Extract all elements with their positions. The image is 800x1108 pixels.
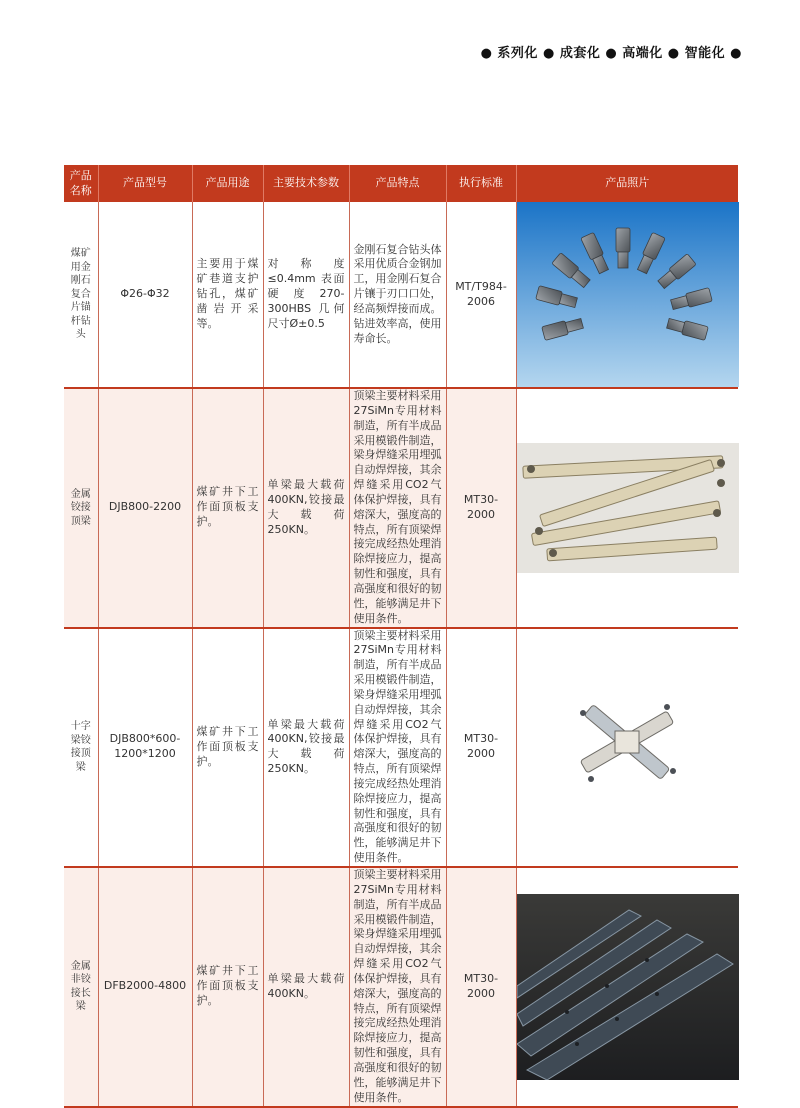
product-usage: 煤矿井下工作面顶板支护。 — [192, 628, 263, 868]
product-usage: 煤矿井下工作面顶板支护。 — [192, 388, 263, 628]
product-name: 金属非铰接长梁 — [64, 867, 98, 1107]
header-standard: 执行标准 — [446, 165, 516, 202]
product-standard: MT30-2000 — [446, 867, 516, 1107]
header-tech-params: 主要技术参数 — [263, 165, 349, 202]
product-model: DFB2000-4800 — [98, 867, 192, 1107]
hinged-roof-beam-photo — [516, 388, 738, 628]
drill-bits-illustration — [517, 202, 739, 387]
header-product-name: 产品名称 — [64, 165, 98, 202]
long-beam-illustration — [517, 894, 739, 1080]
product-features: 金刚石复合钻头体采用优质合金钢加工，用金刚石复合片镶于刃口口处，经高频焊接而成。钻进效率高，使用寿命长。 — [349, 202, 446, 388]
drill-bits-photo — [516, 202, 738, 388]
cross-beam-illustration — [517, 667, 739, 827]
table-row — [64, 628, 738, 868]
product-name: 十字梁铰接顶梁 — [64, 628, 98, 868]
product-model: Φ26-Φ32 — [98, 202, 192, 388]
product-standard: MT/T984-2006 — [446, 202, 516, 388]
product-standard: MT30-2000 — [446, 388, 516, 628]
long-beam-photo — [516, 867, 738, 1107]
header-product-usage: 产品用途 — [192, 165, 263, 202]
product-features: 顶梁主要材料采用27SiMn专用材料制造，所有半成品采用模锻件制造，梁身焊缝采用埋弧自动焊焊接，其余焊缝采用CO2气体保护焊接，具有熔深大，强度高的特点，所有顶梁焊接完成经热处理消除焊接应力，提高韧性和强度，具有高强度和很好的韧性，能够满足井下使用条件。 — [349, 867, 446, 1107]
table-header-row — [64, 165, 738, 202]
product-model: DJB800*600-1200*1200 — [98, 628, 192, 868]
product-usage: 煤矿井下工作面顶板支护。 — [192, 867, 263, 1107]
hinged-beam-illustration — [517, 443, 739, 573]
cross-beam-photo — [516, 628, 738, 868]
table-row — [64, 867, 738, 1107]
product-standard: MT30-2000 — [446, 628, 516, 868]
header-product-model: 产品型号 — [98, 165, 192, 202]
table-row — [64, 202, 738, 388]
header-product-features: 产品特点 — [349, 165, 446, 202]
series-tagline: ● 系列化 ● 成套化 ● 高端化 ● 智能化 ● — [480, 46, 742, 61]
table-row — [64, 388, 738, 628]
product-catalog-table — [64, 165, 738, 1108]
product-usage: 主要用于煤矿巷道支护钻孔，煤矿凿岩开采等。 — [192, 202, 263, 388]
product-params: 单梁最大载荷400KN,铰接最大载荷250KN。 — [263, 628, 349, 868]
product-params: 对称度≤0.4mm 表面硬度270-300HBS 几何尺寸Ø±0.5 — [263, 202, 349, 388]
product-model: DJB800-2200 — [98, 388, 192, 628]
product-params: 单梁最大载荷400KN,铰接最大载荷250KN。 — [263, 388, 349, 628]
product-name: 金属铰接顶梁 — [64, 388, 98, 628]
header-product-photo: 产品照片 — [516, 165, 738, 202]
product-params: 单梁最大载荷400KN。 — [263, 867, 349, 1107]
product-name: 煤矿用金刚石复合片锚杆钻头 — [64, 202, 98, 388]
product-features: 顶梁主要材料采用27SiMn专用材料制造，所有半成品采用模锻件制造，梁身焊缝采用埋弧自动焊焊接，其余焊缝采用CO2气体保护焊接，具有熔深大，强度高的特点，所有顶梁焊接完成经热处理消除焊接应力，提高韧性和强度，具有高强度和很好的韧性，能够满足井下使用条件。 — [349, 388, 446, 628]
product-features: 顶梁主要材料采用27SiMn专用材料制造，所有半成品采用模锻件制造，梁身焊缝采用埋弧自动焊焊接，其余焊缝采用CO2气体保护焊接，具有熔深大，强度高的特点，所有顶梁焊接完成经热处理消除焊接应力，提高韧性和强度，具有高强度和很好的韧性，能够满足井下使用条件。 — [349, 628, 446, 868]
